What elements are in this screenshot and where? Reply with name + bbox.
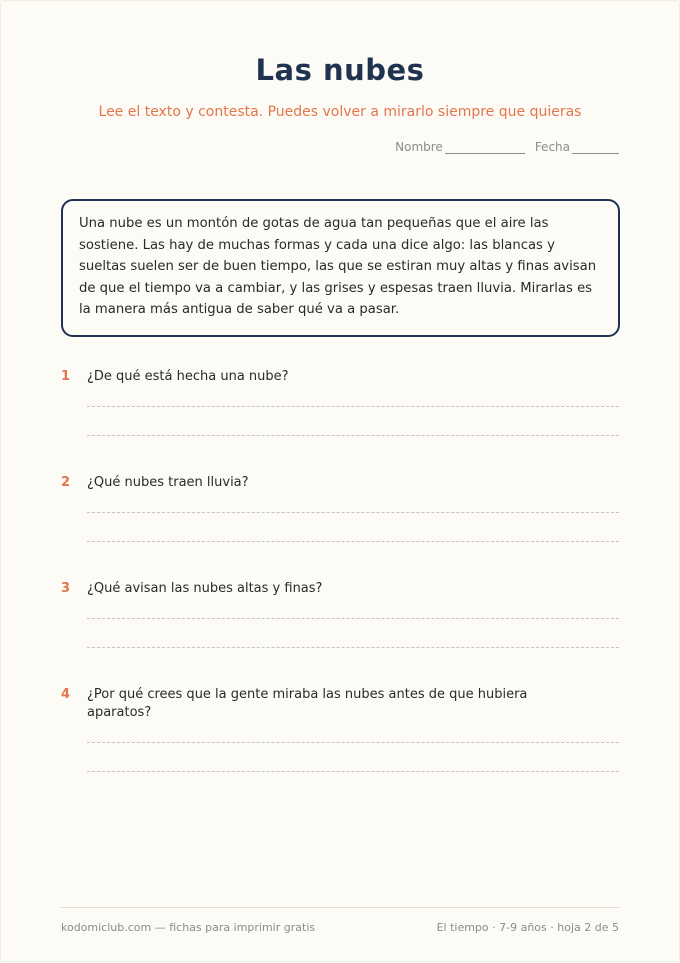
question-number: 4 (61, 687, 71, 702)
instructions: Lee el texto y contesta. Puedes volver a mirarlo siempre que quieras (98, 104, 582, 120)
question-text: ¿Por qué crees que la gente miraba las nubes antes de que hubiera aparatos? (87, 687, 528, 720)
page-title: Las nubes (255, 53, 425, 87)
question-number: 1 (61, 369, 71, 384)
answer-line[interactable] (87, 512, 619, 513)
worksheet-page (1, 1, 679, 961)
question-2 (61, 474, 621, 492)
name-label: Nombre (395, 140, 443, 154)
question-number: 2 (61, 475, 71, 490)
footer-site: kodomiclub.com — fichas para imprimir gratis (61, 921, 316, 934)
reading-passage: Una nube es un montón de gotas de agua tan pequeñas que el aire las sostiene. Las hay de muchas formas y cada una dice algo: las blancas y sueltas suelen ser de buen tiempo, las que se estiran muy altas y finas avisan de que el tiempo va a cambiar, y las grises y espesas traen lluvia. Mirarlas es la manera más antigua de saber qué va a pasar. (61, 199, 620, 337)
question-text: ¿De qué está hecha una nube? (87, 369, 289, 384)
question-text: ¿Qué avisan las nubes altas y finas? (87, 581, 323, 596)
date-label: Fecha (534, 140, 570, 154)
footer-page-info: El tiempo · 7-9 años · hoja 2 de 5 (436, 921, 619, 934)
answer-line[interactable] (87, 742, 619, 743)
answer-line[interactable] (87, 435, 619, 436)
answer-line[interactable] (87, 541, 619, 542)
answer-line[interactable] (87, 647, 619, 648)
question-4 (61, 686, 621, 722)
student-info (395, 140, 619, 154)
answer-line[interactable] (87, 406, 619, 407)
date-blank[interactable] (572, 141, 619, 154)
answer-line[interactable] (87, 771, 619, 772)
question-text: ¿Qué nubes traen lluvia? (87, 475, 249, 490)
question-number: 3 (61, 581, 71, 596)
answer-line[interactable] (87, 618, 619, 619)
question-1 (61, 368, 621, 386)
question-3 (61, 580, 621, 598)
name-blank[interactable] (445, 141, 525, 154)
footer-divider (61, 907, 619, 908)
